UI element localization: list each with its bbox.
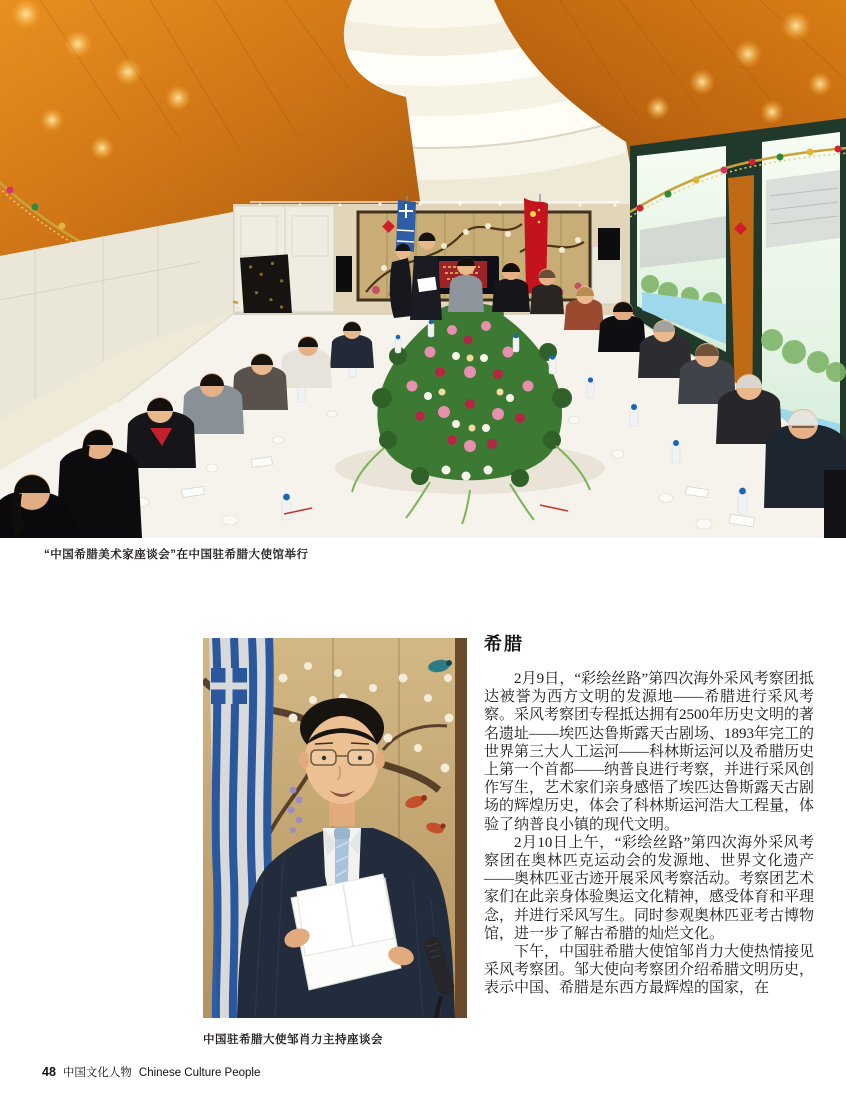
- conference-room-photo: [0, 0, 846, 538]
- article-paragraph: 2月10日上午，“彩绘丝路”第四次海外采风考察团在奥林匹克运动会的发源地、世界文化遗产——奥林匹亚古迹开展采风考察活动。考察团艺术家们在此亲身体验奥运文化精神，感受体育和平理念，并进行采风写生。同时参观奥林匹亚考古博物馆，进一步了解古希腊的灿烂文化。: [484, 834, 815, 942]
- article-heading: 希腊: [484, 634, 524, 654]
- conference-room-illustration: [0, 0, 846, 538]
- magazine-title-en: Chinese Culture People: [138, 1067, 261, 1079]
- article-paragraph: 下午，中国驻希腊大使馆邹肖力大使热情接见采风考察团。邹大使向考察团介绍希腊文明历史，表示中国、希腊是东西方最辉煌的国家，在: [484, 944, 815, 997]
- article-column: [484, 630, 814, 998]
- page-footer: [42, 1064, 260, 1080]
- page-number: 48: [42, 1065, 56, 1079]
- magazine-title-cn: 中国文化人物: [62, 1067, 132, 1079]
- ambassador-illustration: [203, 638, 467, 1018]
- ambassador-photo: [203, 638, 467, 1018]
- portrait-photo-caption: 中国驻希腊大使邹肖力主持座谈会: [203, 1034, 383, 1046]
- main-photo-caption: “中国希腊美术家座谈会”在中国驻希腊大使馆举行: [44, 549, 309, 561]
- article-paragraph: 2月9日，“彩绘丝路”第四次海外采风考察团抵达被誉为西方文明的发源地——希腊进行采风考察。采风考察团专程抵达拥有2500年历史文明的著名遗址——埃匹达鲁斯露天古剧场、1893年完工的世界第三大人工运河——科林斯运河以及希腊历史上第一个首都——纳普良进行考察，并进行采风创作写生，艺术家们亲身感悟了埃匹达鲁斯露天古剧场的辉煌历史，体会了科林斯运河浩大工程量，体验了纳普良小镇的现代文明。: [484, 671, 815, 833]
